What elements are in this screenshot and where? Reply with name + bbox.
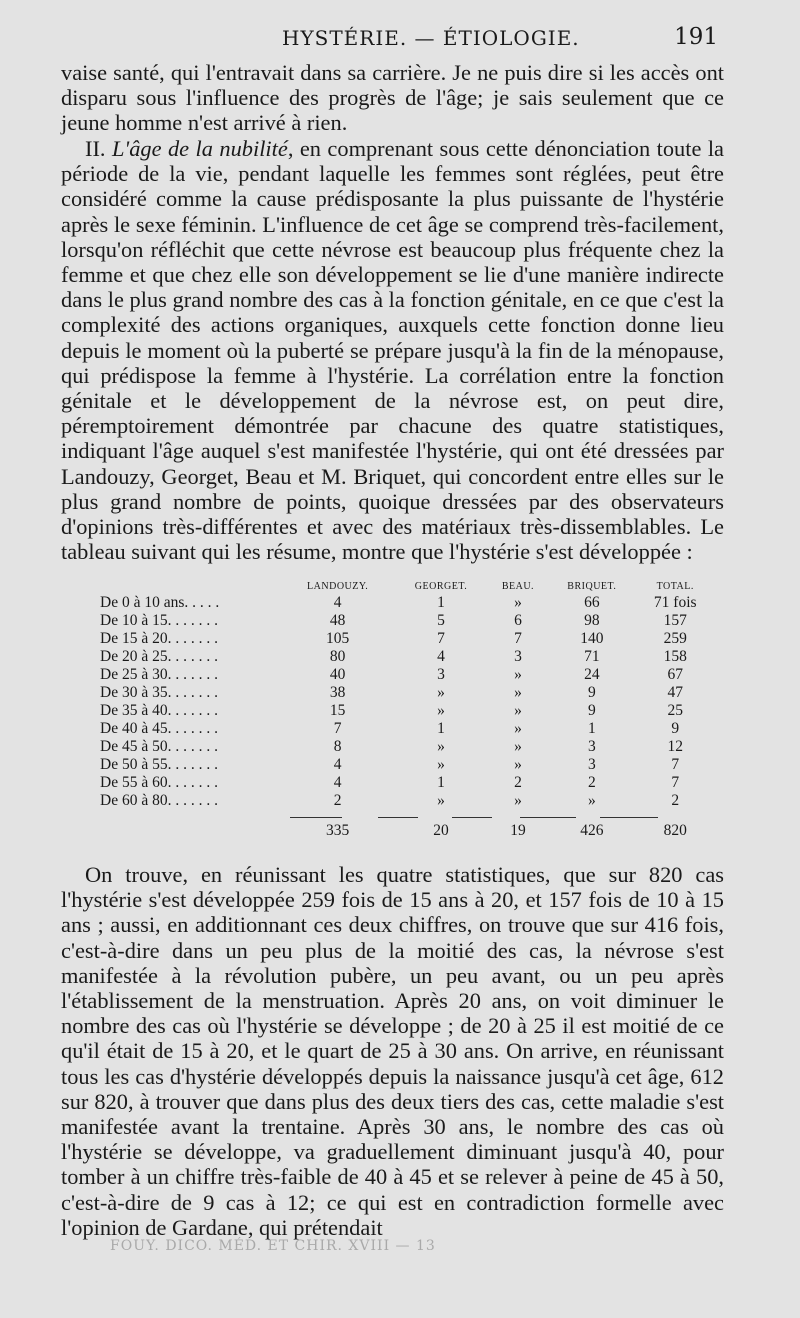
age-range-cell: De 60 à 80. . . . . . . xyxy=(100,792,218,809)
table-cell: » xyxy=(514,720,522,737)
column-header: LANDOUZY. xyxy=(307,580,369,592)
table-cell: 4 xyxy=(437,648,445,665)
table-cell: 140 xyxy=(580,630,604,647)
table-row xyxy=(100,702,714,720)
table-cell: 3 xyxy=(587,738,596,755)
table-cell: 157 xyxy=(663,612,687,629)
table-cell: 71 xyxy=(584,648,600,665)
table-cell xyxy=(100,810,282,840)
table-cell: 259 xyxy=(663,630,687,647)
table-cell: 71 fois xyxy=(653,594,697,611)
table-cell: 2 xyxy=(587,774,596,791)
age-range-cell: De 50 à 55. . . . . . . xyxy=(100,756,218,773)
sum-rule xyxy=(520,817,576,818)
table-cell: » xyxy=(437,702,445,719)
table-cell: 25 xyxy=(667,702,683,719)
table-cell: 40 xyxy=(329,666,346,683)
table-cell: » xyxy=(437,684,445,701)
table-cell: 9 xyxy=(587,702,596,719)
table-row xyxy=(100,756,714,774)
table-cell: 12 xyxy=(667,738,683,755)
table-cell: » xyxy=(514,594,522,611)
table-cell: 7 xyxy=(333,720,342,737)
age-range-cell: De 55 à 60. . . . . . . xyxy=(100,774,218,791)
age-range-cell: De 15 à 20. . . . . . . xyxy=(100,630,218,647)
age-range-cell: De 10 à 15. . . . . . . xyxy=(100,612,218,629)
table-row xyxy=(100,774,714,792)
table-cell: » xyxy=(514,792,522,809)
total-cell: 335 xyxy=(326,822,350,839)
paragraph-3: On trouve, en réunissant les quatre statistiques, que sur 820 cas l'hystérie s'est développée 259 fois de 15 ans à 20, et 157 fois de 10 à 15 ans ; aussi, en additionnant ces deux chiffres, on trouve que sur 416 fois, c'est-à-dire dans un peu plus de la moitié des cas, la névrose s'est manifestée à la révolution pubère, un peu avant, ou un peu après l'établissement de la menstruation. Après 20 ans, on voit diminuer le nombre des cas où l'hystérie se développe ; de 20 à 25 il est moitié de ce qu'il était de 15 à 20, et le quart de 25 à 30 ans. On arrive, en réunissant tous les cas d'hystérie développés depuis la naissance jusqu'à cet âge, 612 sur 820, à trouver que dans plus des deux tiers des cas, cette maladie s'est manifestée avant la trentaine. Après 30 ans, le nombre des cas où l'hystérie se développe, va graduellement diminuant jusqu'à 40, pour tomber à un chiffre très-faible de 40 à 45 et se relever à peine de 45 à 50, c'est-à-dire de 9 cas à 12; ce qui est en contradiction formelle avec l'opinion de Gardane, qui prétendait xyxy=(61,862,724,1240)
section-title: L'âge de la nubilité xyxy=(111,136,288,161)
table-cell: » xyxy=(514,666,522,683)
table-cell: » xyxy=(437,792,445,809)
table-cell: 7 xyxy=(437,630,445,647)
table-cell: 38 xyxy=(329,684,346,701)
totals-row xyxy=(100,810,714,840)
age-range-cell: De 20 à 25. . . . . . . xyxy=(100,648,218,665)
table-row xyxy=(100,630,714,648)
table-row xyxy=(100,720,714,738)
table-row xyxy=(100,684,714,702)
table-cell: 2 xyxy=(333,792,342,809)
paragraph-2 xyxy=(61,136,724,564)
age-range-cell: De 0 à 10 ans. . . . . xyxy=(100,594,220,611)
table-cell: 1 xyxy=(437,594,445,611)
total-cell: 20 xyxy=(433,822,449,839)
table-cell: 1 xyxy=(587,720,596,737)
running-title: HYSTÉRIE. — ÉTIOLOGIE. xyxy=(282,26,580,50)
age-range-cell: De 30 à 35. . . . . . . xyxy=(100,684,218,701)
table-row xyxy=(100,648,714,666)
running-header xyxy=(0,22,800,52)
table-cell: » xyxy=(437,756,445,773)
table-cell: 105 xyxy=(326,630,350,647)
page-number: 191 xyxy=(674,24,718,50)
table-cell: » xyxy=(514,702,522,719)
table-header-row xyxy=(100,578,714,594)
table-cell: 2 xyxy=(514,774,522,791)
table-cell: 8 xyxy=(333,738,342,755)
table-body xyxy=(100,594,714,810)
table-cell: 3 xyxy=(514,648,522,665)
sum-rule xyxy=(378,817,418,818)
age-range-cell: De 25 à 30. . . . . . . xyxy=(100,666,218,683)
table-cell: » xyxy=(514,756,522,773)
table-row xyxy=(100,594,714,612)
table-cell: 4 xyxy=(333,774,342,791)
table-cell: 3 xyxy=(437,666,445,683)
table-cell: 66 xyxy=(584,594,600,611)
table-cell: 158 xyxy=(663,648,687,665)
table-cell: 4 xyxy=(333,756,342,773)
age-range-cell: De 45 à 50. . . . . . . xyxy=(100,738,218,755)
paragraph-1: vaise santé, qui l'entravait dans sa carrière. Je ne puis dire si les accès ont disparu sous l'influence des progrès de l'âge; je sais seulement que ce jeune homme n'est arrivé à rien. xyxy=(61,60,724,136)
table-cell: 9 xyxy=(671,720,680,737)
column-header: TOTAL. xyxy=(656,580,694,592)
table-cell: 48 xyxy=(329,612,346,629)
table-cell: 2 xyxy=(671,792,680,809)
table-cell: 80 xyxy=(329,648,346,665)
table-cell: » xyxy=(514,684,522,701)
table-cell: » xyxy=(437,738,445,755)
column-header xyxy=(100,578,282,594)
table-cell: 47 xyxy=(667,684,683,701)
table-cell: 1 xyxy=(437,720,445,737)
table-row xyxy=(100,666,714,684)
table-cell: » xyxy=(514,738,522,755)
table-cell: 1 xyxy=(437,774,445,791)
table-cell: 9 xyxy=(587,684,596,701)
sum-rule xyxy=(452,817,492,818)
table-cell: 24 xyxy=(584,666,600,683)
sum-rule xyxy=(290,817,342,818)
table-cell: » xyxy=(587,792,596,809)
total-cell: 820 xyxy=(663,822,687,839)
age-range-cell: De 40 à 45. . . . . . . xyxy=(100,720,218,737)
table-row xyxy=(100,792,714,810)
table-cell: 7 xyxy=(514,630,522,647)
column-header: BEAU. xyxy=(501,580,535,592)
total-cell: 19 xyxy=(510,822,526,839)
table-cell: 98 xyxy=(584,612,600,629)
age-statistics-table xyxy=(100,578,714,840)
table-cell: 7 xyxy=(671,774,680,791)
table-cell: 5 xyxy=(437,612,445,629)
total-cell: 426 xyxy=(580,822,604,839)
column-header: GEORGET. xyxy=(414,580,468,592)
table-row xyxy=(100,738,714,756)
bleed-through-text: FOUY. DICO. MÉD. ET CHIR. XVIII — 13 xyxy=(110,1238,436,1254)
table-cell: 4 xyxy=(333,594,342,611)
age-range-cell: De 35 à 40. . . . . . . xyxy=(100,702,218,719)
section-number: II. xyxy=(85,136,112,161)
table-cell: 15 xyxy=(329,702,346,719)
paragraph-2-body: , en comprenant sous cette dénonciation toute la période de la vie, pendant laquelle les femmes sont réglées, peut être considéré comme la cause prédisposante la plus puissante de l'hystérie après le sexe féminin. L'influence de cet âge se comprend très-facilement, lorsqu'on réfléchit que cette névrose est beaucoup plus fréquente chez la femme et que chez elle son développement se lie d'une manière indirecte dans le plus grand nombre des cas à la fonction génitale, en ce que c'est la complexité des actions organiques, auxquels cette fonction donne lieu depuis le moment où la puberté se prépare jusqu'à la fin de la ménopause, qui prédispose la femme à l'hystérie. La corrélation entre la fonction génitale et le développement de la névrose est, on peut dire, péremptoirement démontrée par chacune des quatre statistiques, indiquant l'âge auquel s'est manifestée l'hystérie, qui ont été dressées par Landouzy, Georget, Beau et M. Briquet, qui concordent entre elles sur le plus grand nombre de points, quoique dressées par des observateurs d'opinions très-différentes et avec des matériaux très-dissemblables. Le tableau suivant qui les résume, montre que l'hystérie s'est développée : xyxy=(61,136,724,565)
table-row xyxy=(100,612,714,630)
table-cell: 7 xyxy=(671,756,680,773)
table-cell: 3 xyxy=(587,756,596,773)
sum-rule xyxy=(600,817,658,818)
table-cell: 67 xyxy=(667,666,683,683)
column-header: BRIQUET. xyxy=(567,580,617,592)
table-cell: 6 xyxy=(514,612,522,629)
